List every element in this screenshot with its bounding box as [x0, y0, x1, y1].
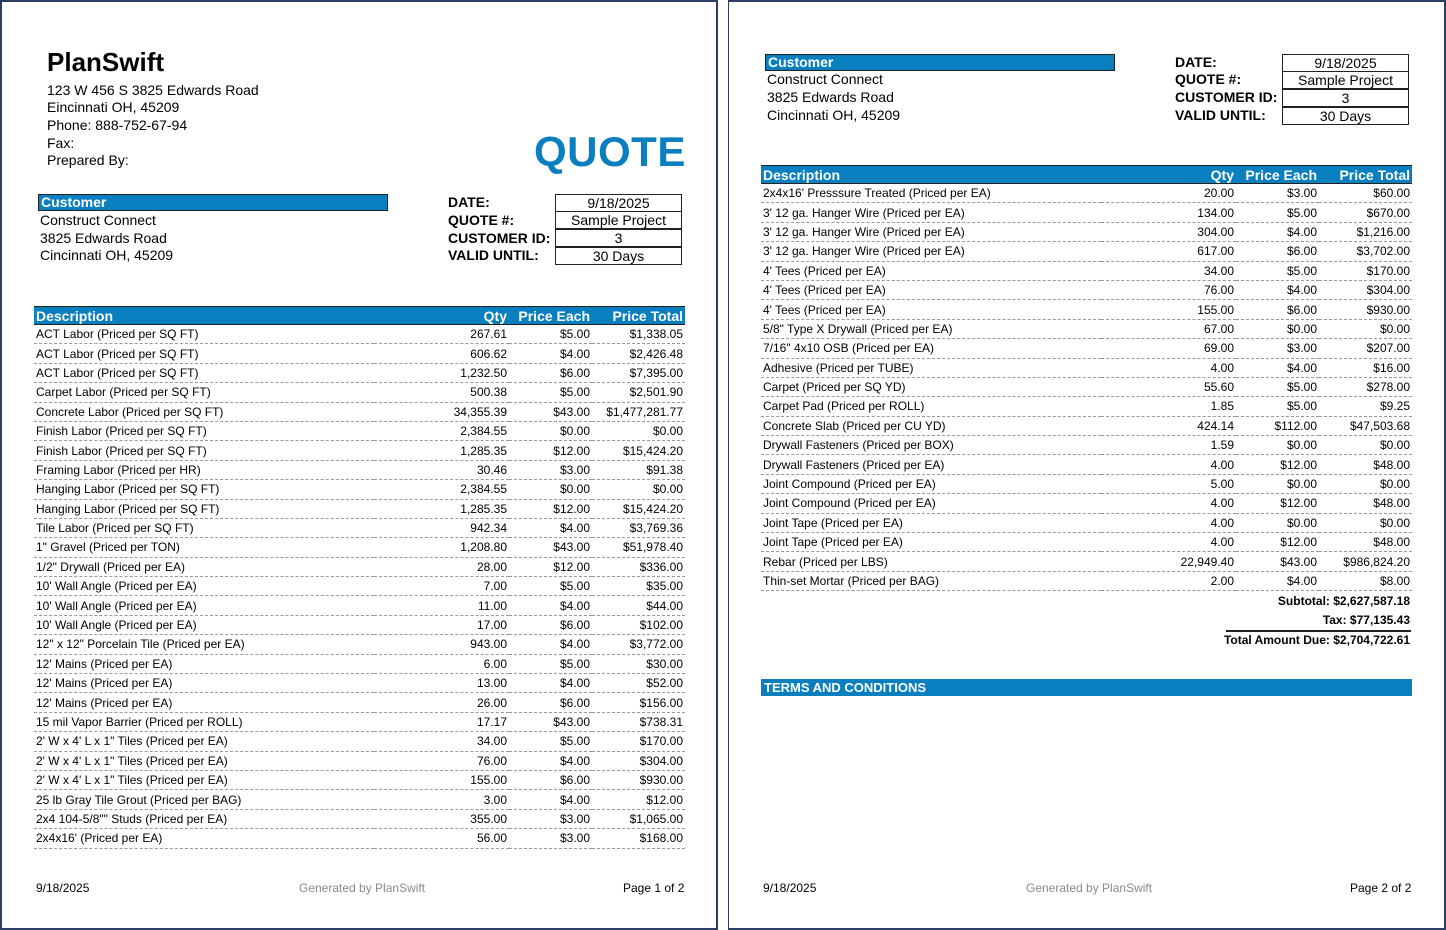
item-qty: 304.00	[1101, 222, 1236, 241]
item-price-each: $112.00	[1236, 416, 1319, 435]
item-description: Thin-set Mortar (Priced per BAG)	[761, 571, 1101, 590]
column-header-qty: Qty	[1101, 166, 1236, 184]
customer-street: 3825 Edwards Road	[767, 89, 894, 105]
item-description: 5/8" Type X Drywall (Priced per EA)	[761, 319, 1101, 338]
table-row	[34, 790, 685, 809]
item-price-each: $6.00	[509, 770, 592, 789]
table-row	[761, 455, 1412, 474]
table-row	[34, 518, 685, 537]
item-description: 7/16" 4x10 OSB (Priced per EA)	[761, 339, 1101, 358]
table-row	[34, 577, 685, 596]
item-price-each: $3.00	[509, 829, 592, 848]
date-value: 9/18/2025	[555, 194, 682, 212]
item-price-each: $4.00	[509, 344, 592, 363]
table-row	[34, 557, 685, 576]
column-header-price-total: Price Total	[592, 307, 685, 325]
item-price-total: $9.25	[1319, 397, 1412, 416]
item-qty: 155.00	[374, 770, 509, 789]
item-price-total: $30.00	[592, 654, 685, 673]
prepared-by: Prepared By:	[47, 152, 129, 168]
item-price-each: $5.00	[1236, 377, 1319, 396]
item-price-total: $15,424.20	[592, 499, 685, 518]
item-price-total: $0.00	[1319, 436, 1412, 455]
quote-title: QUOTE	[534, 128, 686, 175]
table-row	[761, 319, 1412, 338]
item-qty: 943.00	[374, 635, 509, 654]
table-row	[761, 571, 1412, 590]
item-price-total: $3,772.00	[592, 635, 685, 654]
item-price-total: $48.00	[1319, 455, 1412, 474]
item-price-total: $2,426.48	[592, 344, 685, 363]
item-qty: 2,384.55	[374, 421, 509, 440]
date-label: DATE:	[448, 194, 490, 210]
item-qty: 1,285.35	[374, 441, 509, 460]
item-qty: 17.00	[374, 615, 509, 634]
item-qty: 155.00	[1101, 300, 1236, 319]
item-description: Rebar (Priced per LBS)	[761, 552, 1101, 571]
item-price-total: $52.00	[592, 674, 685, 693]
table-row	[34, 732, 685, 751]
table-row	[34, 712, 685, 731]
column-header-price-each: Price Each	[509, 307, 592, 325]
item-qty: 500.38	[374, 383, 509, 402]
item-price-total: $0.00	[1319, 513, 1412, 532]
item-qty: 3.00	[374, 790, 509, 809]
item-qty: 22,949.40	[1101, 552, 1236, 571]
item-description: 3' 12 ga. Hanger Wire (Priced per EA)	[761, 222, 1101, 241]
table-row	[761, 552, 1412, 571]
table-row	[761, 184, 1412, 203]
item-price-each: $4.00	[1236, 358, 1319, 377]
table-row	[34, 538, 685, 557]
item-price-total: $0.00	[592, 480, 685, 499]
item-price-each: $6.00	[1236, 300, 1319, 319]
item-qty: 355.00	[374, 809, 509, 828]
item-price-each: $0.00	[1236, 319, 1319, 338]
item-description: 3' 12 ga. Hanger Wire (Priced per EA)	[761, 203, 1101, 222]
item-price-each: $4.00	[1236, 280, 1319, 299]
valid-until-value: 30 Days	[1282, 107, 1409, 125]
table-header-row	[761, 166, 1412, 184]
item-price-each: $12.00	[509, 557, 592, 576]
item-price-each: $43.00	[1236, 552, 1319, 571]
item-price-each: $4.00	[1236, 222, 1319, 241]
item-price-total: $12.00	[592, 790, 685, 809]
page-1	[2, 2, 716, 928]
item-description: Joint Tape (Priced per EA)	[761, 513, 1101, 532]
item-description: Drywall Fasteners (Priced per BOX)	[761, 436, 1101, 455]
item-description: Concrete Slab (Priced per CU YD)	[761, 416, 1101, 435]
table-row	[34, 480, 685, 499]
table-row	[34, 383, 685, 402]
table-row	[761, 416, 1412, 435]
table-row	[34, 421, 685, 440]
item-description: Drywall Fasteners (Priced per EA)	[761, 455, 1101, 474]
item-qty: 76.00	[374, 751, 509, 770]
item-description: 1/2" Drywall (Priced per EA)	[34, 557, 374, 576]
table-row	[761, 494, 1412, 513]
item-qty: 26.00	[374, 693, 509, 712]
table-row	[34, 325, 685, 344]
column-header-price-total: Price Total	[1319, 166, 1412, 184]
item-description: Joint Tape (Priced per EA)	[761, 533, 1101, 552]
item-price-total: $0.00	[592, 421, 685, 440]
item-qty: 56.00	[374, 829, 509, 848]
item-price-each: $5.00	[509, 325, 592, 344]
item-description: 12' Mains (Priced per EA)	[34, 654, 374, 673]
item-price-each: $0.00	[509, 421, 592, 440]
page-gap	[718, 0, 728, 930]
tax: Tax: $77,135.43	[1322, 613, 1410, 627]
item-price-each: $5.00	[1236, 203, 1319, 222]
item-price-each: $6.00	[509, 615, 592, 634]
item-description: 10' Wall Angle (Priced per EA)	[34, 615, 374, 634]
item-price-total: $278.00	[1319, 377, 1412, 396]
footer-page-number: Page 2 of 2	[1350, 881, 1412, 895]
footer-page-number: Page 1 of 2	[623, 881, 685, 895]
item-price-each: $43.00	[509, 712, 592, 731]
item-price-each: $12.00	[1236, 494, 1319, 513]
table-row	[761, 222, 1412, 241]
customer-id-label: CUSTOMER ID:	[1175, 89, 1278, 105]
item-price-each: $3.00	[1236, 184, 1319, 203]
item-price-total: $156.00	[592, 693, 685, 712]
column-header-qty: Qty	[374, 307, 509, 325]
item-description: 10' Wall Angle (Priced per EA)	[34, 596, 374, 615]
table-row	[34, 363, 685, 382]
item-description: Framing Labor (Priced per HR)	[34, 460, 374, 479]
item-price-each: $43.00	[509, 402, 592, 421]
item-description: 4' Tees (Priced per EA)	[761, 300, 1101, 319]
item-description: Adhesive (Priced per TUBE)	[761, 358, 1101, 377]
company-phone: Phone: 888-752-67-94	[47, 117, 188, 133]
item-qty: 1,208.80	[374, 538, 509, 557]
item-price-total: $0.00	[1319, 319, 1412, 338]
item-description: Joint Compound (Priced per EA)	[761, 494, 1101, 513]
item-qty: 1,285.35	[374, 499, 509, 518]
item-description: Carpet (Priced per SQ YD)	[761, 377, 1101, 396]
table-row	[761, 377, 1412, 396]
table-row	[34, 596, 685, 615]
item-price-each: $0.00	[1236, 513, 1319, 532]
customer-street: 3825 Edwards Road	[40, 230, 167, 246]
table-row	[761, 436, 1412, 455]
table-row	[761, 533, 1412, 552]
item-price-total: $304.00	[592, 751, 685, 770]
table-row	[34, 751, 685, 770]
customer-city: Cincinnati OH, 45209	[767, 107, 901, 123]
item-qty: 424.14	[1101, 416, 1236, 435]
item-description: 25 lb Gray Tile Grout (Priced per BAG)	[34, 790, 374, 809]
item-qty: 6.00	[374, 654, 509, 673]
item-qty: 4.00	[1101, 358, 1236, 377]
footer-date: 9/18/2025	[36, 881, 90, 895]
item-price-total: $48.00	[1319, 494, 1412, 513]
table-row	[761, 397, 1412, 416]
item-qty: 942.34	[374, 518, 509, 537]
item-price-each: $5.00	[509, 383, 592, 402]
table-row	[34, 770, 685, 789]
footer-generated-by: Generated by PlanSwift	[1026, 881, 1153, 895]
table-row	[34, 402, 685, 421]
line-items-table-page-1	[34, 306, 685, 849]
item-description: 2x4x16' (Priced per EA)	[34, 829, 374, 848]
item-description: Tile Labor (Priced per SQ FT)	[34, 518, 374, 537]
column-header-price-each: Price Each	[1236, 166, 1319, 184]
item-price-each: $6.00	[509, 363, 592, 382]
item-price-total: $986,824.20	[1319, 552, 1412, 571]
column-header-description: Description	[34, 307, 374, 325]
item-description: Joint Compound (Priced per EA)	[761, 474, 1101, 493]
company-address-1: 123 W 456 S 3825 Edwards Road	[47, 82, 259, 98]
item-description: Finish Labor (Priced per SQ FT)	[34, 441, 374, 460]
item-price-total: $1,477,281.77	[592, 402, 685, 421]
item-qty: 4.00	[1101, 494, 1236, 513]
item-qty: 4.00	[1101, 455, 1236, 474]
customer-id-label: CUSTOMER ID:	[448, 230, 551, 246]
item-price-total: $51,978.40	[592, 538, 685, 557]
item-price-total: $670.00	[1319, 203, 1412, 222]
column-header-description: Description	[761, 166, 1101, 184]
item-qty: 69.00	[1101, 339, 1236, 358]
page-2	[729, 2, 1444, 928]
table-row	[34, 693, 685, 712]
item-description: 10' Wall Angle (Priced per EA)	[34, 577, 374, 596]
item-price-total: $15,424.20	[592, 441, 685, 460]
valid-until-value: 30 Days	[555, 247, 682, 265]
footer-date: 9/18/2025	[763, 881, 817, 895]
item-qty: 134.00	[1101, 203, 1236, 222]
item-qty: 34.00	[1101, 261, 1236, 280]
item-qty: 76.00	[1101, 280, 1236, 299]
item-description: 2' W x 4' L x 1" Tiles (Priced per EA)	[34, 751, 374, 770]
item-price-total: $16.00	[1319, 358, 1412, 377]
item-price-total: $35.00	[592, 577, 685, 596]
item-price-total: $7,395.00	[592, 363, 685, 382]
item-description: 12' Mains (Priced per EA)	[34, 693, 374, 712]
item-price-each: $4.00	[509, 751, 592, 770]
item-qty: 34,355.39	[374, 402, 509, 421]
table-row	[34, 499, 685, 518]
item-qty: 267.61	[374, 325, 509, 344]
item-description: ACT Labor (Priced per SQ FT)	[34, 363, 374, 382]
table-row	[34, 635, 685, 654]
item-price-each: $0.00	[1236, 436, 1319, 455]
customer-name: Construct Connect	[40, 212, 156, 228]
item-price-each: $12.00	[1236, 455, 1319, 474]
quote-number-label: QUOTE #:	[448, 212, 515, 228]
subtotal: Subtotal: $2,627,587.18	[1277, 594, 1410, 608]
item-price-total: $91.38	[592, 460, 685, 479]
table-row	[761, 203, 1412, 222]
item-price-each: $5.00	[1236, 397, 1319, 416]
item-qty: 20.00	[1101, 184, 1236, 203]
item-qty: 17.17	[374, 712, 509, 731]
table-row	[34, 809, 685, 828]
quote-number-value: Sample Project	[555, 211, 682, 229]
item-qty: 1.85	[1101, 397, 1236, 416]
item-price-each: $5.00	[509, 577, 592, 596]
item-price-each: $0.00	[509, 480, 592, 499]
item-price-each: $6.00	[509, 693, 592, 712]
item-qty: 34.00	[374, 732, 509, 751]
company-name: PlanSwift	[47, 47, 165, 77]
customer-name: Construct Connect	[767, 71, 883, 87]
item-price-total: $44.00	[592, 596, 685, 615]
item-qty: 67.00	[1101, 319, 1236, 338]
company-address-2: Eincinnati OH, 45209	[47, 99, 180, 115]
company-fax: Fax:	[47, 135, 75, 151]
item-price-each: $12.00	[509, 441, 592, 460]
item-price-each: $43.00	[509, 538, 592, 557]
table-row	[34, 460, 685, 479]
item-qty: 11.00	[374, 596, 509, 615]
item-price-total: $930.00	[592, 770, 685, 789]
item-price-total: $304.00	[1319, 280, 1412, 299]
table-row	[761, 358, 1412, 377]
customer-city: Cincinnati OH, 45209	[40, 247, 174, 263]
item-description: 4' Tees (Priced per EA)	[761, 280, 1101, 299]
item-price-each: $4.00	[509, 674, 592, 693]
item-description: ACT Labor (Priced per SQ FT)	[34, 344, 374, 363]
item-qty: 1.59	[1101, 436, 1236, 455]
table-row	[34, 344, 685, 363]
valid-until-label: VALID UNTIL:	[1175, 107, 1266, 123]
item-price-each: $4.00	[509, 518, 592, 537]
item-price-total: $3,769.36	[592, 518, 685, 537]
item-price-each: $4.00	[509, 635, 592, 654]
item-qty: 5.00	[1101, 474, 1236, 493]
table-row	[761, 242, 1412, 261]
quote-number-value: Sample Project	[1282, 71, 1409, 89]
item-price-each: $3.00	[1236, 339, 1319, 358]
table-row	[761, 300, 1412, 319]
item-price-each: $5.00	[509, 732, 592, 751]
item-price-each: $5.00	[1236, 261, 1319, 280]
item-description: Hanging Labor (Priced per SQ FT)	[34, 480, 374, 499]
terms-and-conditions-header: TERMS AND CONDITIONS	[761, 679, 1412, 696]
valid-until-label: VALID UNTIL:	[448, 247, 539, 263]
item-description: Hanging Labor (Priced per SQ FT)	[34, 499, 374, 518]
item-qty: 4.00	[1101, 513, 1236, 532]
item-description: Concrete Labor (Priced per SQ FT)	[34, 402, 374, 421]
line-items-table-page-2	[761, 165, 1412, 591]
item-price-total: $48.00	[1319, 533, 1412, 552]
item-description: 12' Mains (Priced per EA)	[34, 674, 374, 693]
item-qty: 4.00	[1101, 533, 1236, 552]
item-price-total: $1,216.00	[1319, 222, 1412, 241]
item-price-total: $207.00	[1319, 339, 1412, 358]
item-description: 12" x 12" Porcelain Tile (Priced per EA)	[34, 635, 374, 654]
table-row	[761, 474, 1412, 493]
table-row	[34, 674, 685, 693]
item-price-each: $0.00	[1236, 474, 1319, 493]
date-value: 9/18/2025	[1282, 54, 1409, 72]
total-amount-due: Total Amount Due: $2,704,722.61	[1223, 633, 1410, 647]
item-price-total: $170.00	[592, 732, 685, 751]
item-price-each: $4.00	[1236, 571, 1319, 590]
item-qty: 13.00	[374, 674, 509, 693]
total-divider	[1226, 630, 1411, 632]
item-description: Finish Labor (Priced per SQ FT)	[34, 421, 374, 440]
item-qty: 617.00	[1101, 242, 1236, 261]
customer-header: Customer	[38, 194, 388, 211]
item-qty: 30.46	[374, 460, 509, 479]
item-price-total: $2,501.90	[592, 383, 685, 402]
item-price-total: $3,702.00	[1319, 242, 1412, 261]
item-description: 2x4 104-5/8"" Studs (Priced per EA)	[34, 809, 374, 828]
item-description: ACT Labor (Priced per SQ FT)	[34, 325, 374, 344]
item-price-total: $8.00	[1319, 571, 1412, 590]
item-price-each: $12.00	[1236, 533, 1319, 552]
item-price-each: $3.00	[509, 809, 592, 828]
item-description: 2' W x 4' L x 1" Tiles (Priced per EA)	[34, 770, 374, 789]
table-row	[34, 654, 685, 673]
footer-generated-by: Generated by PlanSwift	[299, 881, 426, 895]
item-qty: 2,384.55	[374, 480, 509, 499]
item-price-each: $12.00	[509, 499, 592, 518]
item-price-each: $5.00	[509, 654, 592, 673]
customer-id-value: 3	[1282, 89, 1409, 107]
item-price-each: $4.00	[509, 790, 592, 809]
date-label: DATE:	[1175, 54, 1217, 70]
item-qty: 1,232.50	[374, 363, 509, 382]
item-price-total: $1,065.00	[592, 809, 685, 828]
item-description: Carpet Pad (Priced per ROLL)	[761, 397, 1101, 416]
item-price-total: $60.00	[1319, 184, 1412, 203]
item-description: 2x4x16' Presssure Treated (Priced per EA)	[761, 184, 1101, 203]
item-qty: 28.00	[374, 557, 509, 576]
table-header-row	[34, 307, 685, 325]
item-qty: 606.62	[374, 344, 509, 363]
item-price-total: $930.00	[1319, 300, 1412, 319]
item-description: 1" Gravel (Priced per TON)	[34, 538, 374, 557]
table-row	[34, 441, 685, 460]
item-price-each: $4.00	[509, 596, 592, 615]
item-qty: 55.60	[1101, 377, 1236, 396]
item-description: Carpet Labor (Priced per SQ FT)	[34, 383, 374, 402]
item-description: 4' Tees (Priced per EA)	[761, 261, 1101, 280]
table-row	[761, 280, 1412, 299]
customer-header: Customer	[765, 54, 1115, 71]
item-price-each: $6.00	[1236, 242, 1319, 261]
item-description: 2' W x 4' L x 1" Tiles (Priced per EA)	[34, 732, 374, 751]
quote-number-label: QUOTE #:	[1175, 71, 1242, 87]
item-qty: 2.00	[1101, 571, 1236, 590]
item-price-total: $1,338.05	[592, 325, 685, 344]
item-price-total: $102.00	[592, 615, 685, 634]
table-row	[761, 513, 1412, 532]
item-price-total: $738.31	[592, 712, 685, 731]
item-price-total: $170.00	[1319, 261, 1412, 280]
item-price-total: $336.00	[592, 557, 685, 576]
item-price-total: $0.00	[1319, 474, 1412, 493]
item-description: 3' 12 ga. Hanger Wire (Priced per EA)	[761, 242, 1101, 261]
table-row	[761, 339, 1412, 358]
item-price-total: $168.00	[592, 829, 685, 848]
item-price-each: $3.00	[509, 460, 592, 479]
table-row	[34, 829, 685, 848]
customer-id-value: 3	[555, 229, 682, 247]
table-row	[761, 261, 1412, 280]
item-description: 15 mil Vapor Barrier (Priced per ROLL)	[34, 712, 374, 731]
item-price-total: $47,503.68	[1319, 416, 1412, 435]
item-qty: 7.00	[374, 577, 509, 596]
table-row	[34, 615, 685, 634]
